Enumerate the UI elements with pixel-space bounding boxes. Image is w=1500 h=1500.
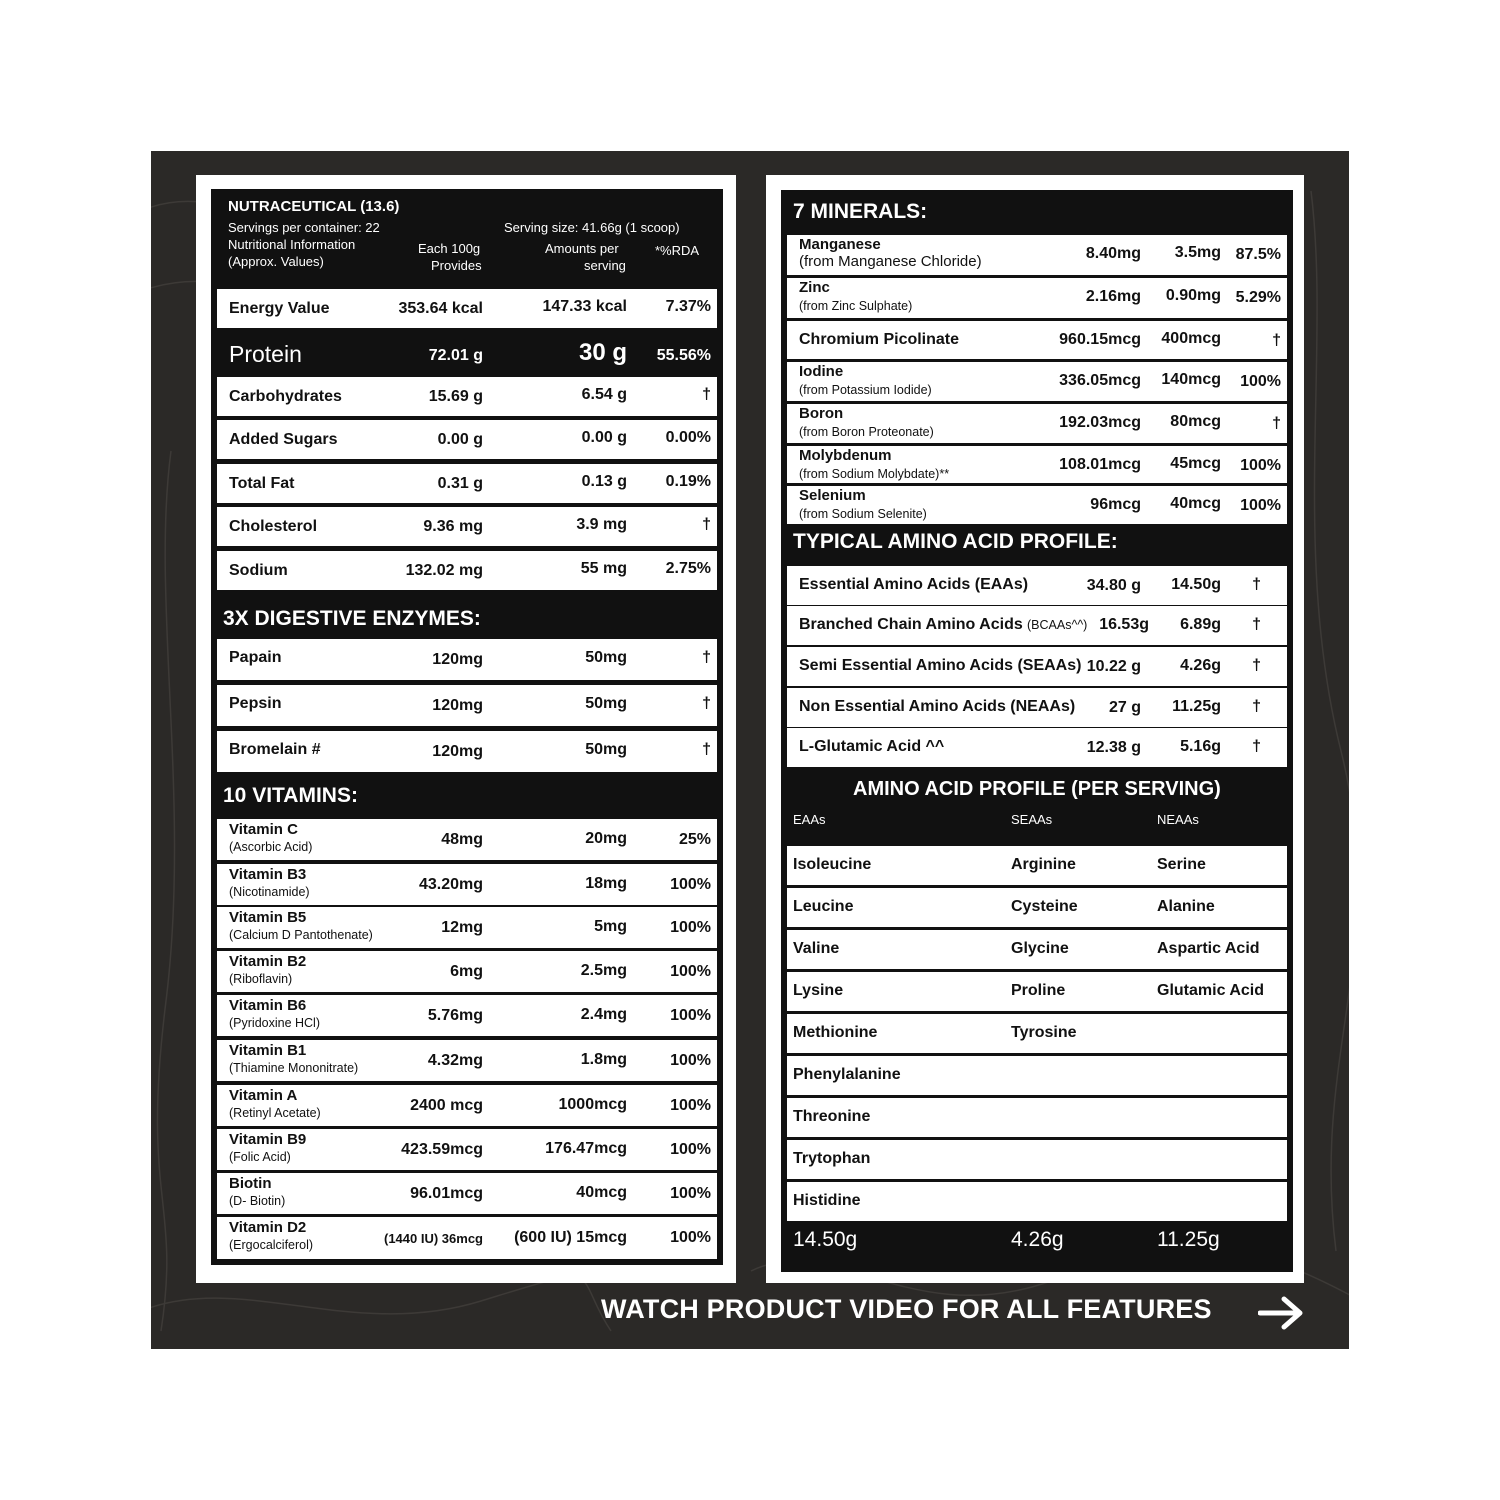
vitamin-per100: 423.59mcg [401, 1141, 483, 1158]
nutrient-row [217, 289, 717, 328]
vitamin-row [217, 864, 717, 905]
profile-cell: Trytophan [793, 1150, 871, 1167]
mineral-rda: 100% [1240, 497, 1281, 514]
profile-row [787, 1098, 1287, 1137]
mineral-source: (from Zinc Sulphate) [799, 299, 913, 313]
nutrient-serving: 30 g [578, 339, 627, 366]
mineral-source: (from Potassium Iodide) [799, 383, 932, 397]
enzyme-rda: † [702, 741, 711, 758]
amino-name-note: (BCAAs^^) [1027, 618, 1088, 632]
mineral-rda: † [1272, 415, 1281, 432]
vitamin-serving: (600 IU) 15mcg [514, 1229, 627, 1246]
vitamin-name: Vitamin B5 [229, 909, 307, 926]
mineral-source: (from Sodium Molybdate)** [799, 467, 950, 481]
vitamin-source: (Folic Acid) [229, 1150, 291, 1164]
amino-per100: 34.80 g [1086, 577, 1141, 594]
amino-row [787, 728, 1287, 767]
profile-cell: Tyrosine [1011, 1024, 1077, 1041]
profile-cell: Isoleucine [793, 856, 872, 873]
product-title: NUTRACEUTICAL (13.6) [228, 198, 400, 215]
nutrient-serving: 0.00 g [581, 429, 627, 446]
nutrient-row [217, 333, 717, 375]
mineral-serving: 0.90mg [1165, 287, 1221, 304]
nutrition-table [211, 189, 723, 1265]
mineral-row [787, 362, 1287, 401]
col-rda: *%RDA [655, 243, 700, 258]
mineral-source: (from Sodium Selenite) [799, 507, 927, 521]
vitamin-name: Vitamin C [229, 821, 298, 838]
enzyme-row [217, 685, 717, 726]
profile-cell: Glycine [1011, 940, 1069, 957]
mineral-rda: 100% [1240, 457, 1281, 474]
profile-heading: AMINO ACID PROFILE (PER SERVING) [853, 778, 1221, 800]
mineral-row [787, 278, 1287, 318]
col-each-100g: Each 100g [418, 241, 481, 256]
vitamin-per100: 6mg [450, 963, 483, 980]
vitamin-row [217, 1217, 717, 1259]
profile-col-header: EAAs [793, 812, 826, 827]
profile-cell: Alanine [1157, 898, 1215, 915]
amino-row [787, 566, 1287, 605]
mineral-name: Manganese [799, 236, 881, 253]
amino-rda: † [1252, 657, 1261, 674]
mineral-per100: 2.16mg [1085, 288, 1141, 305]
nutrient-serving: 147.33 kcal [542, 298, 627, 315]
vitamin-name: Vitamin B6 [229, 997, 307, 1014]
mineral-serving: 140mcg [1161, 371, 1221, 388]
vitamin-row [217, 1129, 717, 1170]
info-label: Nutritional Information [228, 237, 356, 252]
nutrient-row [217, 507, 717, 546]
profile-row [787, 930, 1287, 969]
profile-col-header: NEAAs [1157, 812, 1199, 827]
profile-total: 14.50g [793, 1228, 858, 1251]
vitamin-serving: 2.5mg [580, 962, 627, 979]
vitamin-serving: 1000mcg [558, 1096, 627, 1113]
vitamin-per100: 2400 mcg [410, 1097, 483, 1114]
enzyme-per100: 120mg [432, 697, 483, 714]
minerals-heading: 7 MINERALS: [793, 200, 928, 223]
vitamin-name: Vitamin A [229, 1087, 298, 1104]
nutrient-rda: 0.00% [665, 429, 711, 446]
profile-cell: Proline [1011, 982, 1066, 999]
profile-row [787, 972, 1287, 1011]
vitamin-name: Vitamin D2 [229, 1219, 307, 1236]
nutrition-panel [196, 175, 736, 1283]
nutrient-row [217, 551, 717, 590]
nutrient-per100: 132.02 mg [405, 562, 483, 579]
vitamin-row [217, 1040, 717, 1081]
amino-serving: 4.26g [1180, 657, 1221, 674]
profile-cell: Methionine [793, 1024, 878, 1041]
vitamin-per100: 43.20mg [418, 876, 483, 893]
vitamin-source: (D- Biotin) [229, 1194, 286, 1208]
profile-row [787, 1140, 1287, 1179]
watch-video-cta[interactable]: WATCH PRODUCT VIDEO FOR ALL FEATURES [601, 1294, 1212, 1324]
profile-cell: Leucine [793, 898, 854, 915]
vitamin-per100: 4.32mg [427, 1052, 483, 1069]
serving-size: Serving size: 41.66g (1 scoop) [504, 220, 680, 235]
nutrient-rda: 55.56% [656, 347, 711, 364]
vitamin-name: Vitamin B9 [229, 1131, 307, 1148]
mineral-per100: 960.15mcg [1059, 331, 1141, 348]
mineral-row [787, 446, 1287, 483]
mineral-rda: † [1272, 332, 1281, 349]
nutrient-rda: 7.37% [665, 298, 711, 315]
amino-serving: 6.89g [1180, 616, 1221, 633]
vitamin-rda: 100% [670, 1229, 711, 1246]
vitamin-serving: 176.47mcg [545, 1140, 627, 1157]
vitamin-name: Biotin [229, 1175, 272, 1192]
col-serving: serving [584, 258, 626, 273]
enzyme-name: Bromelain # [229, 741, 321, 758]
amino-name: Branched Chain Amino Acids [799, 616, 1023, 633]
nutrient-name: Energy Value [229, 300, 330, 317]
amino-row [787, 647, 1287, 686]
vitamin-rda: 100% [670, 1052, 711, 1069]
vitamin-rda: 100% [670, 1185, 711, 1202]
mineral-per100: 336.05mcg [1059, 372, 1141, 389]
enzyme-name: Papain [229, 649, 282, 666]
mineral-name: Selenium [799, 487, 866, 504]
vitamin-row [217, 951, 717, 992]
vitamin-source: (Retinyl Acetate) [229, 1106, 321, 1120]
enzyme-serving: 50mg [585, 695, 627, 712]
profile-cell: Glutamic Acid [1157, 982, 1264, 999]
vitamin-per100: 48mg [441, 831, 483, 848]
nutrient-per100: 15.69 g [428, 388, 483, 405]
mineral-serving: 3.5mg [1174, 244, 1221, 261]
vitamin-source: (Riboflavin) [229, 972, 293, 986]
amino-rda: † [1252, 616, 1261, 633]
mineral-rda: 5.29% [1235, 289, 1281, 306]
vitamin-rda: 100% [670, 1007, 711, 1024]
vitamin-source: (Ascorbic Acid) [229, 840, 313, 854]
vitamin-per100: 96.01mcg [410, 1185, 483, 1202]
mineral-row [787, 235, 1287, 275]
nutrient-row [217, 377, 717, 416]
enzyme-serving: 50mg [585, 649, 627, 666]
mineral-row [787, 486, 1287, 524]
amino-serving: 14.50g [1171, 576, 1221, 593]
vitamin-per100: 12mg [441, 919, 483, 936]
profile-total: 11.25g [1157, 1228, 1220, 1251]
amino-name: L-Glutamic Acid ^^ [799, 738, 945, 755]
enzyme-name: Pepsin [229, 695, 282, 712]
vitamin-row [217, 819, 717, 860]
mineral-name: Iodine [799, 363, 844, 380]
vitamin-source: (Nicotinamide) [229, 885, 310, 899]
amino-heading: TYPICAL AMINO ACID PROFILE: [793, 530, 1118, 553]
amino-serving: 5.16g [1180, 738, 1221, 755]
amino-rda: † [1252, 576, 1261, 593]
mineral-serving: 400mcg [1161, 330, 1221, 347]
vitamin-per100: 5.76mg [427, 1007, 483, 1024]
nutrient-name: Carbohydrates [229, 388, 342, 405]
enzyme-row [217, 639, 717, 680]
vitamin-serving: 18mg [585, 875, 627, 892]
label-frame [151, 151, 1349, 1349]
amino-name: Essential Amino Acids (EAAs) [799, 576, 1029, 593]
vitamin-serving: 1.8mg [580, 1051, 627, 1068]
nutrient-per100: 72.01 g [428, 347, 483, 364]
minerals-amino-panel [766, 175, 1304, 1283]
amino-name: Semi Essential Amino Acids (SEAAs) [799, 657, 1082, 674]
profile-row [787, 1056, 1287, 1095]
amino-per100: 10.22 g [1086, 658, 1141, 675]
info-approx: (Approx. Values) [228, 254, 324, 269]
mineral-row [787, 404, 1287, 443]
amino-per100: 27 g [1108, 699, 1141, 716]
nutrient-serving: 3.9 mg [576, 516, 627, 533]
mineral-serving: 45mcg [1170, 455, 1221, 472]
amino-per100: 12.38 g [1086, 739, 1141, 756]
vitamin-source: (Pyridoxine HCl) [229, 1016, 320, 1030]
vitamin-serving: 40mcg [576, 1184, 627, 1201]
profile-row [787, 846, 1287, 885]
nutrient-row [217, 464, 717, 503]
nutrient-serving: 55 mg [580, 560, 627, 577]
minerals-amino-table [781, 190, 1293, 1272]
enzymes-heading: 3X DIGESTIVE ENZYMES: [223, 607, 481, 630]
nutrient-name: Protein [229, 341, 302, 367]
vitamin-rda: 100% [670, 1141, 711, 1158]
nutrient-serving: 6.54 g [581, 386, 627, 403]
amino-row [787, 688, 1287, 727]
vitamin-source: (Thiamine Mononitrate) [229, 1061, 359, 1075]
vitamin-rda: 100% [670, 963, 711, 980]
nutrient-serving: 0.13 g [581, 473, 627, 490]
vitamin-serving: 5mg [594, 918, 627, 935]
profile-cell: Valine [793, 940, 840, 957]
vitamin-rda: 100% [670, 876, 711, 893]
col-provides: Provides [431, 258, 482, 273]
mineral-per100: 192.03mcg [1059, 414, 1141, 431]
nutrient-per100: 0.31 g [437, 475, 483, 492]
vitamin-serving: 2.4mg [580, 1006, 627, 1023]
nutrient-rda: † [702, 386, 711, 403]
profile-row [787, 1182, 1287, 1221]
nutrient-rda: 2.75% [665, 560, 711, 577]
nutrient-rda: 0.19% [665, 473, 711, 490]
nutrient-name: Total Fat [229, 475, 295, 492]
arrow-right-icon[interactable] [1258, 1295, 1306, 1331]
vitamin-row [217, 1085, 717, 1126]
profile-cell: Threonine [793, 1108, 871, 1125]
vitamin-rda: 100% [670, 919, 711, 936]
mineral-row [787, 321, 1287, 359]
mineral-rda: 100% [1240, 373, 1281, 390]
enzyme-rda: † [702, 649, 711, 666]
vitamin-serving: 20mg [585, 830, 627, 847]
mineral-name: Molybdenum [799, 447, 892, 464]
nutrient-per100: 353.64 kcal [398, 300, 483, 317]
enzyme-rda: † [702, 695, 711, 712]
amino-rda: † [1252, 738, 1261, 755]
mineral-source: (from Manganese Chloride) [799, 253, 982, 270]
mineral-name: Boron [799, 405, 844, 422]
profile-cell: Cysteine [1011, 898, 1078, 915]
profile-cell: Aspartic Acid [1157, 940, 1260, 957]
mineral-source: (from Boron Proteonate) [799, 425, 934, 439]
vitamin-rda: 100% [670, 1097, 711, 1114]
nutrient-name: Added Sugars [229, 431, 338, 448]
profile-total: 4.26g [1011, 1228, 1064, 1251]
nutrient-per100: 0.00 g [437, 431, 483, 448]
profile-cell: Arginine [1011, 856, 1076, 873]
nutrient-row [217, 420, 717, 459]
vitamin-name: Vitamin B2 [229, 953, 307, 970]
mineral-serving: 80mcg [1170, 413, 1221, 430]
enzyme-row [217, 731, 717, 772]
vitamin-source: (Ergocalciferol) [229, 1238, 314, 1252]
enzyme-per100: 120mg [432, 743, 483, 760]
profile-row [787, 1014, 1287, 1053]
vitamin-source: (Calcium D Pantothenate) [229, 928, 373, 942]
enzyme-per100: 120mg [432, 651, 483, 668]
vitamin-row [217, 995, 717, 1036]
mineral-serving: 40mcg [1170, 495, 1221, 512]
enzyme-serving: 50mg [585, 741, 627, 758]
profile-cell: Histidine [793, 1192, 861, 1209]
vitamin-per100: (1440 IU) 36mcg [384, 1231, 483, 1246]
profile-cell: Lysine [793, 982, 844, 999]
profile-col-header: SEAAs [1011, 812, 1053, 827]
profile-row [787, 888, 1287, 927]
amino-serving: 11.25g [1172, 698, 1221, 715]
col-amounts-per: Amounts per [545, 241, 619, 256]
mineral-per100: 108.01mcg [1059, 456, 1141, 473]
amino-per100: 16.53g [1099, 616, 1149, 633]
vitamins-heading: 10 VITAMINS: [223, 784, 358, 807]
mineral-per100: 96mcg [1090, 496, 1141, 513]
nutrient-rda: † [702, 516, 711, 533]
nutrient-name: Cholesterol [229, 518, 318, 535]
amino-row [787, 606, 1287, 645]
servings-per-container: Servings per container: 22 [228, 220, 380, 235]
vitamin-rda: 25% [678, 831, 711, 848]
vitamin-name: Vitamin B3 [229, 866, 307, 883]
mineral-name: Chromium Picolinate [799, 331, 960, 348]
mineral-per100: 8.40mg [1085, 245, 1141, 262]
vitamin-name: Vitamin B1 [229, 1042, 307, 1059]
mineral-rda: 87.5% [1235, 246, 1281, 263]
mineral-name: Zinc [799, 279, 830, 296]
profile-cell: Phenylalanine [793, 1066, 901, 1083]
vitamin-row [217, 1173, 717, 1214]
nutrient-name: Sodium [229, 562, 288, 579]
amino-rda: † [1252, 698, 1261, 715]
amino-name: Non Essential Amino Acids (NEAAs) [799, 698, 1076, 715]
profile-cell: Serine [1157, 856, 1206, 873]
vitamin-row [217, 907, 717, 948]
nutrient-per100: 9.36 mg [423, 518, 483, 535]
